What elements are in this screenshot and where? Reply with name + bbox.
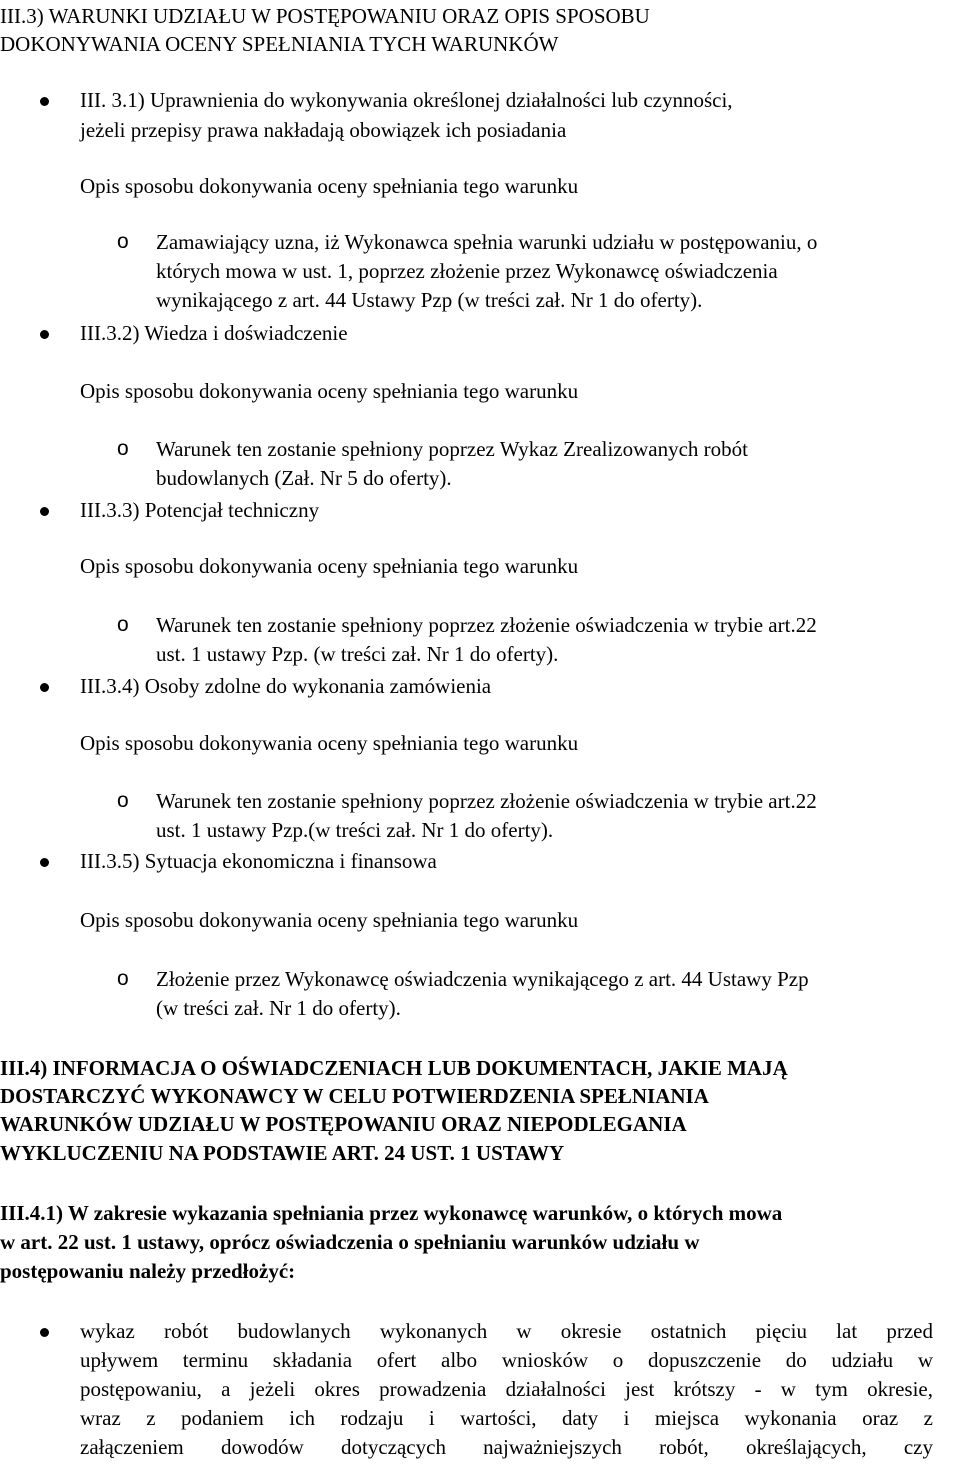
- sub-item-line: (w treści zał. Nr 1 do oferty).: [156, 996, 401, 1020]
- sub-bullet-marker: o: [117, 967, 129, 990]
- bullet-dot: [40, 683, 49, 692]
- bullet-dot: [40, 858, 49, 867]
- opis-label: Opis sposobu dokonywania oceny spełniania tego warunku: [80, 174, 579, 198]
- bullet-paragraph-line: załączeniem dowodów dotyczących najważniejszych robót, określających, czy: [80, 1435, 933, 1459]
- subsection-title-line: III.4.1) W zakresie wykazania spełniania przez wykonawcę warunków, o których mowa: [0, 1201, 783, 1225]
- section-title-line: WARUNKÓW UDZIAŁU W POSTĘPOWANIU ORAZ NIEPODLEGANIA: [0, 1112, 687, 1136]
- sub-item-line: ust. 1 ustawy Pzp. (w treści zał. Nr 1 do oferty).: [156, 642, 559, 666]
- sub-item-line: Warunek ten zostanie spełniony poprzez złożenie oświadczenia w trybie art.22: [156, 789, 817, 813]
- item-heading-line: III.3.3) Potencjał techniczny: [80, 498, 320, 522]
- opis-label: Opis sposobu dokonywania oceny spełniania tego warunku: [80, 379, 579, 403]
- sub-item-line: Warunek ten zostanie spełniony poprzez Wykaz Zrealizowanych robót: [156, 437, 749, 461]
- section-title-line: III.3) WARUNKI UDZIAŁU W POSTĘPOWANIU ORAZ OPIS SPOSOBU: [0, 4, 650, 28]
- bullet-paragraph-line: upływem terminu składania ofert albo wniosków o dopuszczenie do udziału w: [80, 1348, 933, 1372]
- sub-bullet-marker: o: [117, 230, 129, 253]
- bullet-dot: [40, 97, 49, 106]
- bullet-paragraph-line: postępowaniu, a jeżeli okres prowadzenia działalności jest krótszy - w tym okresie,: [80, 1377, 933, 1401]
- sub-item-line: wynikającego z art. 44 Ustawy Pzp (w treści zał. Nr 1 do oferty).: [156, 288, 703, 312]
- item-heading-line: III. 3.1) Uprawnienia do wykonywania określonej działalności lub czynności,: [80, 88, 733, 112]
- opis-label: Opis sposobu dokonywania oceny spełniania tego warunku: [80, 731, 579, 755]
- item-heading-line: III.3.4) Osoby zdolne do wykonania zamówienia: [80, 674, 492, 698]
- bullet-paragraph-line: wraz z podaniem ich rodzaju i wartości, daty i miejsca wykonania oraz z: [80, 1406, 933, 1430]
- bullet-paragraph-line: wykaz robót budowlanych wykonanych w okresie ostatnich pięciu lat przed: [80, 1319, 933, 1343]
- section-title-line: WYKLUCZENIU NA PODSTAWIE ART. 24 UST. 1 USTAWY: [0, 1141, 565, 1165]
- sub-item-line: Warunek ten zostanie spełniony poprzez złożenie oświadczenia w trybie art.22: [156, 613, 817, 637]
- opis-label: Opis sposobu dokonywania oceny spełniania tego warunku: [80, 554, 579, 578]
- sub-item-line: budowlanych (Zał. Nr 5 do oferty).: [156, 466, 452, 490]
- section-title-line: DOSTARCZYĆ WYKONAWCY W CELU POTWIERDZENIA SPEŁNIANIA: [0, 1084, 709, 1108]
- opis-label: Opis sposobu dokonywania oceny spełniania tego warunku: [80, 908, 579, 932]
- section-title-line: III.4) INFORMACJA O OŚWIADCZENIACH LUB DOKUMENTACH, JAKIE MAJĄ: [0, 1056, 788, 1080]
- sub-item-line: których mowa w ust. 1, poprzez złożenie przez Wykonawcę oświadczenia: [156, 259, 778, 283]
- bullet-dot: [40, 507, 49, 516]
- section-title-line: DOKONYWANIA OCENY SPEŁNIANIA TYCH WARUNKÓW: [0, 32, 559, 56]
- sub-item-line: ust. 1 ustawy Pzp.(w treści zał. Nr 1 do oferty).: [156, 818, 554, 842]
- item-heading-line: III.3.5) Sytuacja ekonomiczna i finansowa: [80, 849, 437, 873]
- sub-item-line: Zamawiający uzna, iż Wykonawca spełnia warunki udziału w postępowaniu, o: [156, 230, 818, 254]
- sub-bullet-marker: o: [117, 437, 129, 460]
- sub-bullet-marker: o: [117, 789, 129, 812]
- subsection-title-line: w art. 22 ust. 1 ustawy, oprócz oświadczenia o spełnianiu warunków udziału w: [0, 1230, 700, 1254]
- sub-bullet-marker: o: [117, 613, 129, 636]
- item-heading-line: jeżeli przepisy prawa nakładają obowiązek ich posiadania: [80, 118, 567, 142]
- bullet-dot: [40, 1328, 49, 1337]
- bullet-dot: [40, 330, 49, 339]
- subsection-title-line: postępowaniu należy przedłożyć:: [0, 1259, 296, 1283]
- item-heading-line: III.3.2) Wiedza i doświadczenie: [80, 321, 348, 345]
- sub-item-line: Złożenie przez Wykonawcę oświadczenia wynikającego z art. 44 Ustawy Pzp: [156, 967, 809, 991]
